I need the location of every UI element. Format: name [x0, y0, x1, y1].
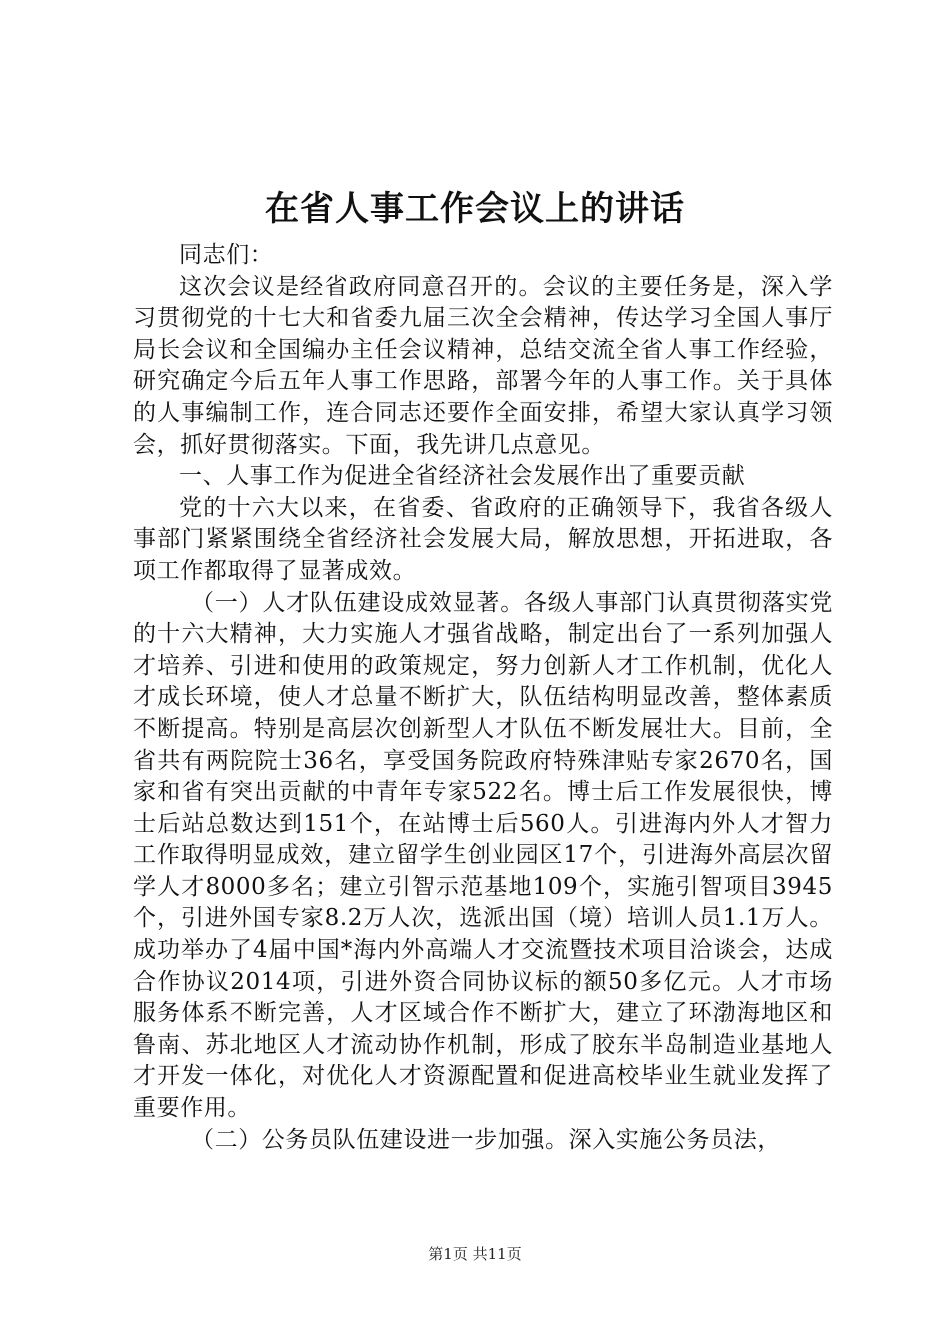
document-body: [133, 240, 833, 1156]
section-heading-1: 一、人事工作为促进全省经济社会发展作出了重要贡献: [179, 463, 746, 490]
salutation: 同志们：: [179, 242, 274, 268]
paragraph-1: 党的十六大以来，在省委、省政府的正确领导下，我省各级人事部门紧紧围绕全省经济社会发展大局，解放思想，开拓进取，各项工作都取得了显著成效。: [133, 494, 833, 584]
paragraph-intro: 这次会议是经省政府同意召开的。会议的主要任务是，深入学习贯彻党的十七大和省委九届三次全会精神，传达学习全国人事厅局长会议和全国编办主任会议精神，总结交流全省人事工作经验，研究确定今后五年人事工作思路，部署今年的人事工作。关于具体的人事编制工作，连合同志还要作全面安排，希望大家认真学习领会，抓好贯彻落实。下面，我先讲几点意见。: [133, 273, 833, 458]
page-footer: 第1页 共11页: [428, 1245, 522, 1263]
paragraph-civil-servants: （二）公务员队伍建设进一步加强。深入实施公务员法，: [191, 1126, 781, 1153]
document-title: 在省人事工作会议上的讲话: [265, 189, 685, 229]
paragraph-talent: （一）人才队伍建设成效显著。各级人事部门认真贯彻落实党的十六大精神，大力实施人才强省战略，制定出台了一系列加强人才培养、引进和使用的政策规定，努力创新人才工作机制，优化人才成长环境，使人才总量不断扩大，队伍结构明显改善，整体素质不断提高。特别是高层次创新型人才队伍不断发展壮大。目前，全省共有两院院士36名，享受国务院政府特殊津贴专家2670名，国家和省有突出贡献的中青年专家522名。博士后工作发展很快，博士后站总数达到151个，在站博士后560人。引进海内外人才智力工作取得明显成效，建立留学生创业园区17个，引进海外高层次留学人才8000多名；建立引智示范基地109个，实施引智项目3945个，引进外国专家8.2万人次，选派出国（境）培训人员1.1万人。成功举办了4届中国*海内外高端人才交流暨技术项目洽谈会，达成合作协议2014项，引进外资合同协议标的额50多亿元。人才市场服务体系不断完善，人才区域合作不断扩大，建立了环渤海地区和鲁南、苏北地区人才流动协作机制，形成了胶东半岛制造业基地人才开发一体化，对优化人才资源配置和促进高校毕业生就业发挥了重要作用。: [133, 589, 833, 1122]
